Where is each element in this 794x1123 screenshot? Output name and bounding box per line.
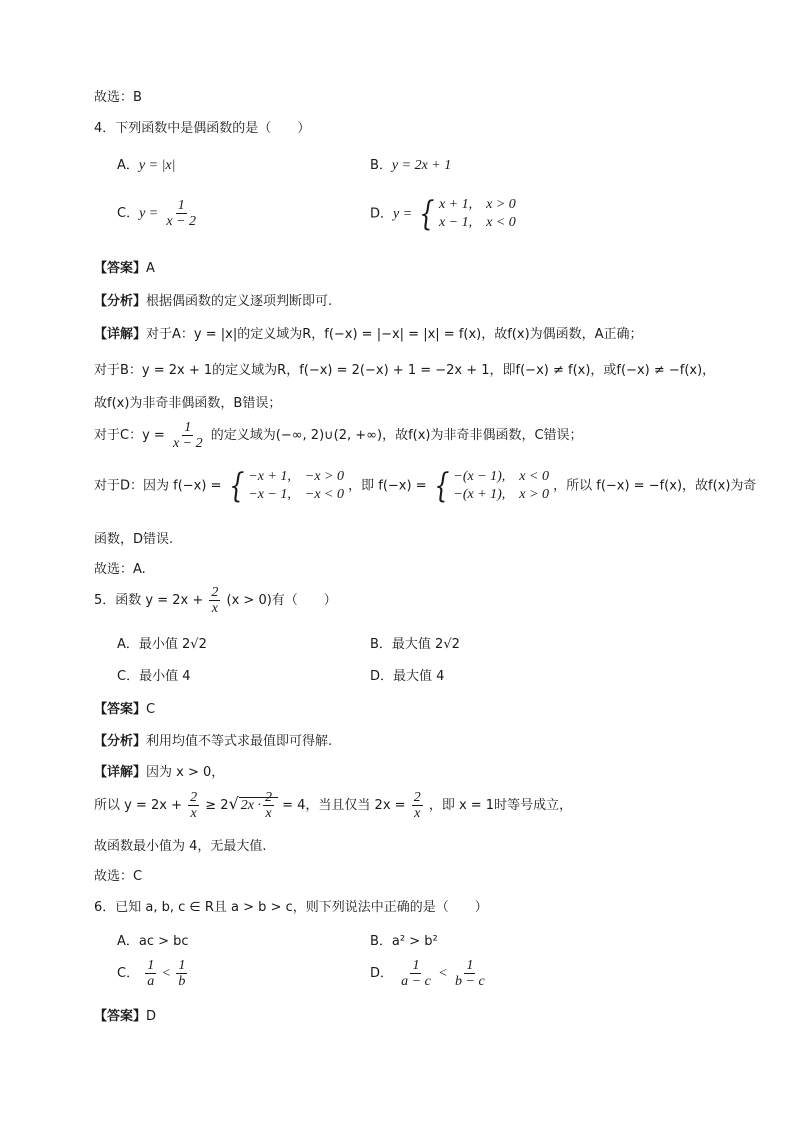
q4-option-b-letter: B． [370, 158, 392, 173]
q4-option-b [370, 154, 451, 174]
analysis-tag: 【分析】 [94, 294, 147, 309]
q4-option-a-expr: y = |x| [138, 158, 176, 173]
detail-text: 对于A：y = |x|的定义域为R，f(−x) = |−x| = |x| = f(x)，故f(x)为偶函数，A正确； [146, 327, 643, 342]
analysis-tag: 【分析】 [94, 734, 147, 749]
analysis-text: 利用均值不等式求最值即可得解. [146, 734, 333, 749]
analysis-text: 根据偶函数的定义逐项判断即可. [146, 294, 333, 309]
radicand-fraction: $\frac{2}{x}$ [264, 790, 272, 822]
q4-option-c [117, 198, 200, 229]
answer-value: D [146, 1009, 157, 1024]
q4-option-b-expr: y = 2x + 1 [391, 158, 452, 173]
q4-option-a [117, 154, 175, 174]
q4-option-a-letter: A． [117, 158, 139, 173]
q4-choose: 故选：A. [94, 562, 146, 577]
q6-option-b: B．a² > b² [370, 934, 438, 949]
q5-stem: 5．函数 y = 2x + $\frac{2}{x}$ (x > 0)有（ ） [94, 585, 337, 616]
q5-choose: 故选：C [94, 869, 143, 884]
sqrt-radicand: 2x · $\frac{2}{x}$ [239, 797, 278, 813]
q5-detail-3: 故函数最小值为 4，无最大值. [94, 839, 267, 854]
answer-value: A [146, 261, 155, 276]
q6-option-c: C． $\frac{1}{a}$ < $\frac{1}{b}$ [117, 958, 186, 989]
q4-detail-b1: 对于B：y = 2x + 1的定义域为R，f(−x) = 2(−x) + 1 = −2x + 1，即f(−x) ≠ f(x)，或f(−x) ≠ −f(x)， [94, 363, 716, 378]
q6-option-d-fraction-1: $\frac{1}{a - c}$ [401, 958, 431, 989]
q5-answer [94, 698, 155, 717]
q6-stem: 6．已知 a, b, c ∈ R且 a > b > c，则下列说法中正确的是（ ） [94, 900, 488, 915]
answer-value: C [146, 702, 156, 717]
detail-tag: 【详解】 [94, 765, 147, 780]
answer-tag: 【答案】 [94, 1009, 147, 1024]
q5-option-a: A．最小值 2√2 [117, 637, 207, 652]
q4-option-d-cases: { x + 1, x > 0 x − 1, x < 0 [419, 194, 516, 234]
q6-option-a: A．ac > bc [117, 934, 189, 949]
q6-option-c-fraction-1: $\frac{1}{a}$ [147, 958, 155, 989]
answer-tag: 【答案】 [94, 702, 147, 717]
q4-option-c-fraction: $\frac{1}{x - 2}$ [166, 198, 197, 229]
q6-answer [94, 1005, 156, 1024]
q4-detail-c: 对于C：y = $\frac{1}{x - 2}$ 的定义域为(−∞, 2)∪(2, +∞)，故f(x)为非奇非偶函数，C错误； [94, 420, 583, 451]
q4-option-c-lhs: y = [139, 206, 159, 221]
q4-option-d-letter: D． [370, 206, 394, 222]
q4-detail-b2: 故f(x)为非奇非偶函数，B错误； [94, 396, 282, 411]
q5-analysis [94, 730, 332, 749]
q5-detail-fraction-1: $\frac{2}{x}$ [190, 790, 198, 821]
q6-option-d: D． $\frac{1}{a - c}$ < $\frac{1}{b - c}$ [370, 958, 485, 989]
q5-option-c: C．最小值 4 [117, 669, 191, 684]
q4-detail-d: 对于D：因为 f(−x) = { −x + 1, −x > 0 −x − 1, −x < 0 ，即 f(−x) = { −(x − 1), x < 0 −(x + 1), x > 0 ，所以 f(−x) = −f(x)，故f(x)为奇 [94, 466, 757, 506]
answer-tag: 【答案】 [94, 261, 147, 276]
q4-stem: 4．下列函数中是偶函数的是（ ） [94, 121, 311, 136]
q5-detail-2: 所以 y = 2x + $\frac{2}{x}$ ≥ 2√ 2x · $\frac{2}{x}$ = 4，当且仅当 2x = $\frac{2}{x}$ ，即 x = 1时等号成立， [94, 790, 573, 822]
detail-d-cases-2: { −(x − 1), x < 0 −(x + 1), x > 0 [433, 466, 549, 506]
q5-option-b: B．最大值 2√2 [370, 637, 460, 652]
q4-option-d-lhs: y = [393, 206, 413, 222]
q5-stem-fraction: $\frac{2}{x}$ [211, 585, 219, 616]
q5-detail-fraction-2: $\frac{2}{x}$ [413, 790, 421, 821]
q6-option-c-fraction-2: $\frac{1}{b}$ [178, 958, 186, 989]
q6-option-d-fraction-2: $\frac{1}{b - c}$ [455, 958, 485, 989]
q4-answer [94, 257, 155, 276]
q4-option-c-letter: C． [117, 206, 140, 221]
q3-choose: 故选：B [94, 90, 142, 105]
q4-analysis [94, 290, 332, 309]
detail-text: 因为 x > 0， [146, 765, 225, 780]
q5-detail-1 [94, 761, 224, 780]
q5-option-d: D．最大值 4 [370, 669, 445, 684]
detail-tag: 【详解】 [94, 327, 147, 342]
detail-d-cases-1: { −x + 1, −x > 0 −x − 1, −x < 0 [228, 466, 344, 506]
detail-c-fraction: $\frac{1}{x - 2}$ [172, 420, 203, 451]
q4-detail-a [94, 323, 643, 342]
q4-option-d [370, 196, 516, 232]
q4-detail-d2: 函数，D错误. [94, 532, 174, 547]
sqrt-icon: √ [228, 794, 239, 813]
